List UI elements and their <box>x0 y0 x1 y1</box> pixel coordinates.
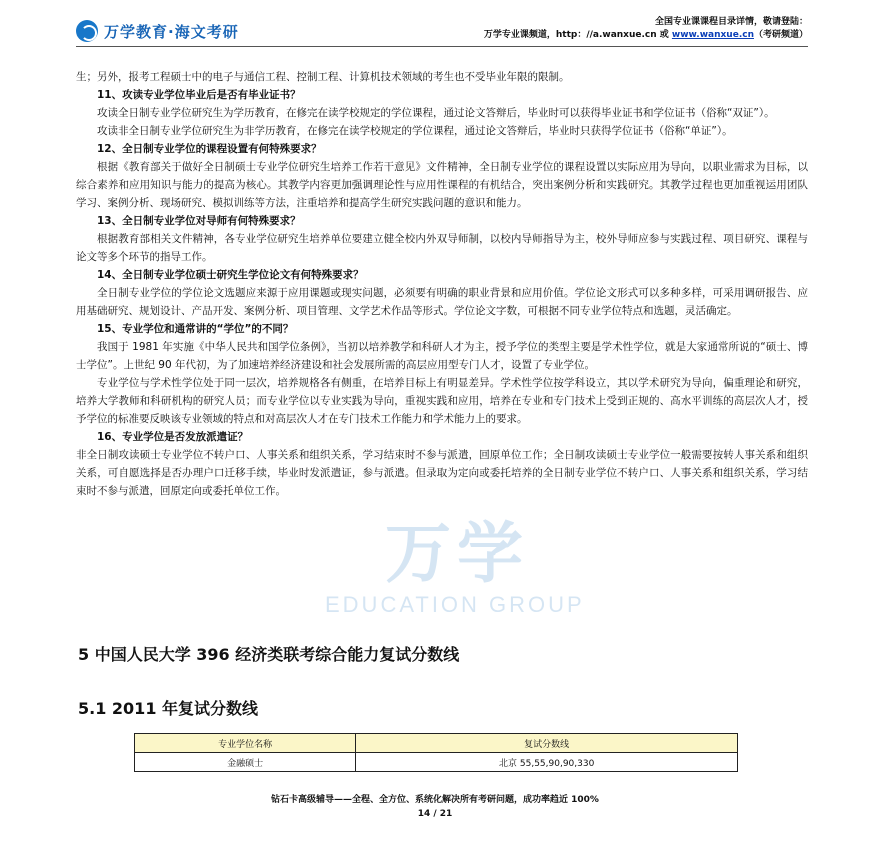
section-5-title: 5 中国人民大学 396 经济类联考综合能力复试分数线 <box>78 645 460 664</box>
page-header <box>0 0 870 50</box>
question-14: 14、全日制专业学位硕士研究生学位论文有何特殊要求？ <box>97 269 364 281</box>
answer-13: 根据教育部相关文件精神，各专业学位研究生培养单位要建立健全校内外双导师制，以校内导师指导为主，校外导师应参与实践过程、项目研究、课程与论文等多个环节的指导工作。 <box>76 233 808 263</box>
watermark <box>325 500 705 650</box>
brand-logo-text: 万学教育·海文考研 <box>104 22 239 41</box>
score-table-header-score: 复试分数线 <box>356 734 738 753</box>
question-11: 11、攻读专业学位毕业后是否有毕业证书？ <box>97 89 301 101</box>
score-table-header-row <box>135 734 738 753</box>
brand-logo-icon <box>76 20 98 42</box>
header-website-link[interactable]: www.wanxue.cn <box>671 30 754 40</box>
header-info-prefix: 万学专业课频道，http：//a.wanxue.cn 或 <box>483 30 672 40</box>
page-footer <box>0 793 870 821</box>
score-table-cell-score: 北京 55,55,90,90,330 <box>356 753 738 772</box>
answer-16: 非全日制攻读硕士专业学位不转户口、人事关系和组织关系，学习结束时不参与派遣，回原单位工作；全日制攻读硕士专业学位一般需要按转人事关系和组织关系，可自愿选择是否办理户口迁移手续，毕业时发派遣证，参与派遣。但录取为定向或委托培养的全日制专业学位不转户口、人事关系和组织关系，学习结束时不参与派遣，回原定向或委托单位工作。 <box>76 449 808 497</box>
answer-14: 全日制专业学位的学位论文选题应来源于应用课题或现实问题，必须要有明确的职业背景和应用价值。学位论文形式可以多种多样，可采用调研报告、应用基础研究、规划设计、产品开发、案例分析、项目管理、文学艺术作品等形式。学位论文字数，可根据不同专业学位特点和选题，灵活确定。 <box>76 287 808 317</box>
score-table-header-degree: 专业学位名称 <box>135 734 356 753</box>
document-body <box>76 68 808 500</box>
page-number: 14 / 21 <box>417 809 453 819</box>
watermark-cn: 万学 <box>385 515 529 592</box>
answer-11-full-time: 攻读全日制专业学位研究生为学历教育，在修完在读学校规定的学位课程，通过论文答辩后，毕业时可以获得毕业证书和学位证书（俗称“双证”）。 <box>97 107 775 119</box>
question-13: 13、全日制专业学位对导师有何特殊要求？ <box>97 215 301 227</box>
header-divider <box>76 46 808 47</box>
header-info-line2 <box>484 29 808 42</box>
answer-11-part-time: 攻读非全日制专业学位研究生为非学历教育，在修完在读学校规定的学位课程，通过论文答辩后，毕业时只获得学位证书（俗称“单证”）。 <box>97 125 733 137</box>
question-15: 15、专业学位和通常讲的“学位”的不同？ <box>97 323 294 335</box>
footer-slogan: 钻石卡高级辅导——全程、全方位、系统化解决所有考研问题，成功率趋近 100% <box>271 795 599 805</box>
answer-15-comparison: 专业学位与学术性学位处于同一层次，培养规格各有侧重，在培养目标上有明显差异。学术性学位按学科设立，其以学术研究为导向，偏重理论和研究，培养大学教师和科研机构的研究人员；而专业学位以专业实践为导向，重视实践和应用，培养在专业和专门技术上受到正规的、高水平训练的高层次人才，授予学位的标准要反映该专业领域的特点和对高层次人才在专门技术工作能力和学术能力上的要求。 <box>76 377 808 425</box>
answer-15-history: 我国于 1981 年实施《中华人民共和国学位条例》，当初以培养教学和科研人才为主，授予学位的类型主要是学术性学位，就是大家通常所说的“硕士、博士学位”。上世纪 90 年代初，为了加速培养经济建设和社会发展所需的高层应用型专门人才，设置了专业学位。 <box>76 341 808 371</box>
question-12: 12、全日制专业学位的课程设置有何特殊要求？ <box>97 143 322 155</box>
section-5-1-title: 5.1 2011 年复试分数线 <box>78 699 259 718</box>
header-info-suffix: （考研频道） <box>753 30 808 40</box>
table-row <box>135 753 738 772</box>
score-table-cell-degree: 金融硕士 <box>135 753 356 772</box>
header-info-line1: 全国专业课课程目录详情，敬请登陆： <box>654 17 808 27</box>
answer-12: 根据《教育部关于做好全日制硕士专业学位研究生培养工作若干意见》文件精神，全日制专业学位的课程设置以实际应用为导向，以职业需求为目标，以综合素养和应用知识与能力的提高为核心。其教学内容更加强调理论性与应用性课程的有机结合，突出案例分析和实践研究。其教学过程也更加重视运用团队学习、案例分析、现场研究、模拟训练等方法，注重培养和提高学生研究实践问题的意识和能力。 <box>76 161 808 209</box>
score-table <box>134 733 738 772</box>
question-16: 16、专业学位是否发放派遣证？ <box>97 431 249 443</box>
header-info <box>484 16 808 42</box>
brand-logo <box>76 20 239 42</box>
intro-paragraph: 生；另外，报考工程硕士中的电子与通信工程、控制工程、计算机技术领域的考生也不受毕业年限的限制。 <box>76 71 570 83</box>
watermark-en: EDUCATION GROUP <box>325 592 585 617</box>
